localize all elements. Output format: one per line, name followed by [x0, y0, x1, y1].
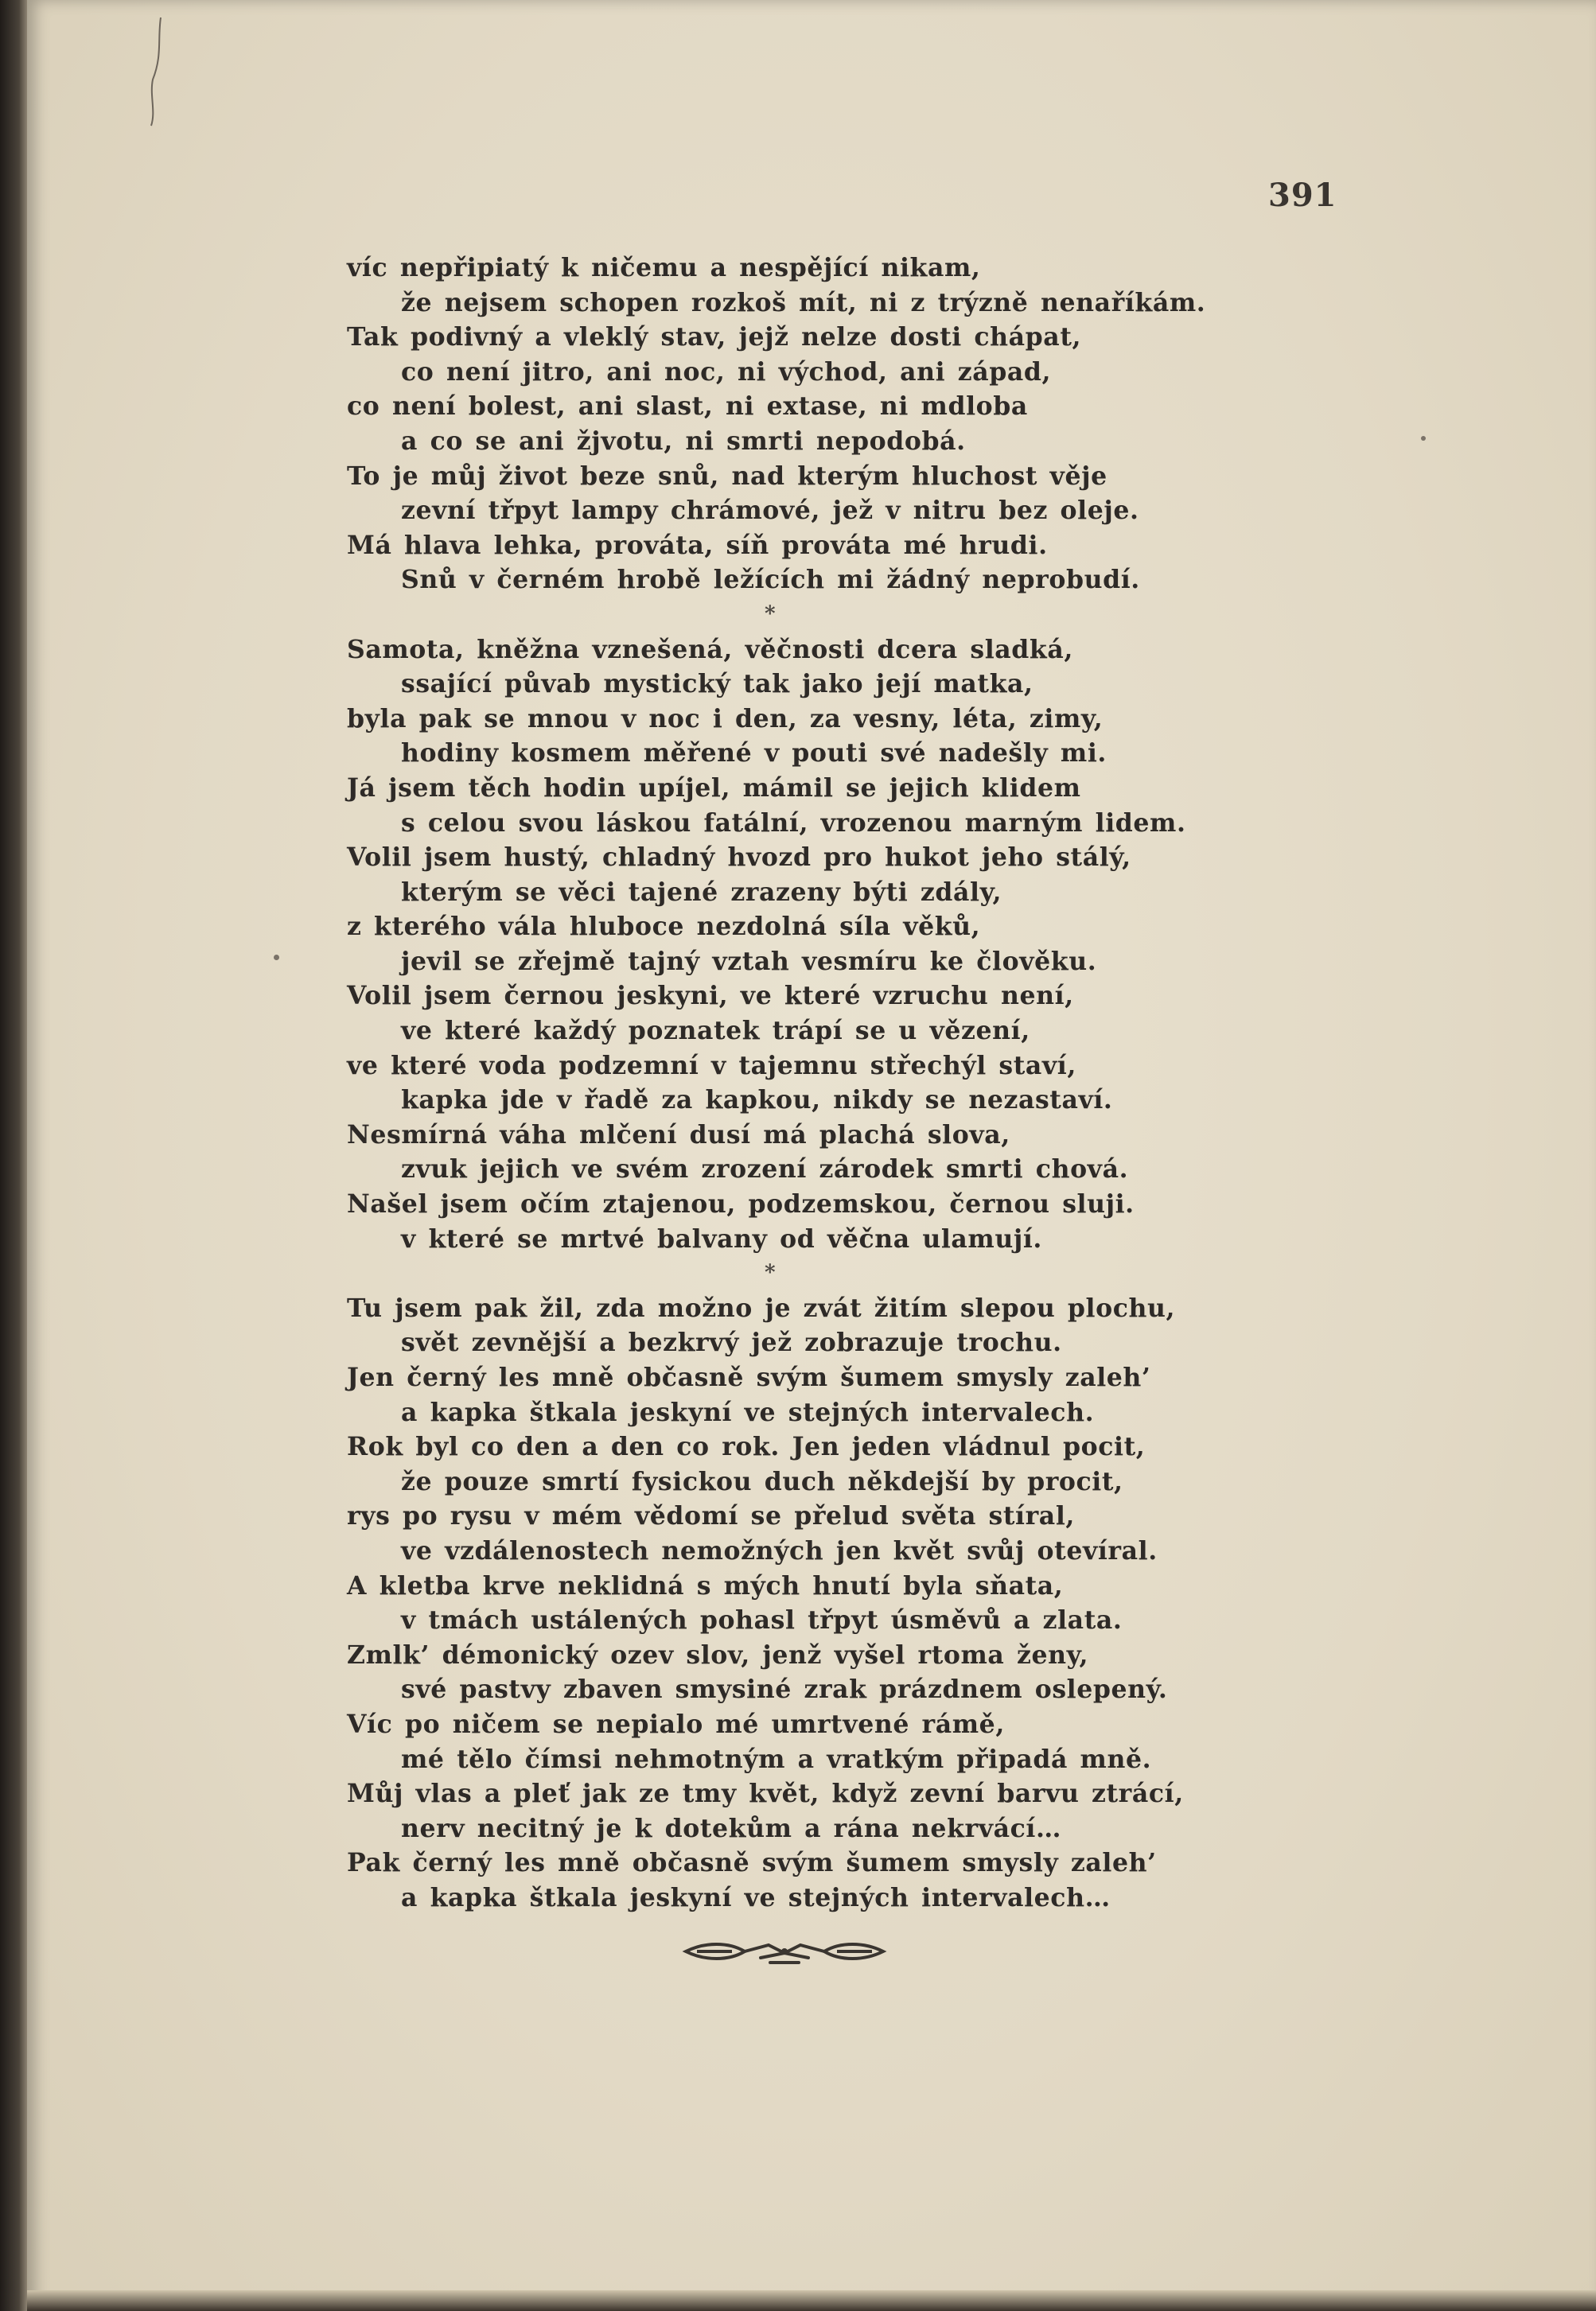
poem-line: zevní třpyt lampy chrámové, jež v nitru bez oleje. [401, 496, 1139, 526]
poem-line: ve které každý poznatek trápí se u vězení, [401, 1016, 1030, 1046]
poem-line: Našel jsem očím ztajenou, podzemskou, černou sluji. [347, 1189, 1135, 1220]
poem-line: a kapka štkala jeskyní ve stejných intervalech… [401, 1882, 1111, 1912]
stanza-separator-star: * [765, 1261, 777, 1286]
poem-line: To je můj život beze snů, nad kterým hluchost věje [347, 461, 1107, 491]
poem-line: rys po rysu v mém vědomí se přelud světa stíral, [347, 1501, 1075, 1531]
poem-line: s celou svou láskou fatální, vrozenou marným lidem. [401, 807, 1186, 838]
poem-line: Můj vlas a pleť jak ze tmy květ, když zevní barvu ztrácí, [347, 1779, 1184, 1809]
page-number: 391 [1268, 177, 1337, 214]
poem-line: že nejsem schopen rozkoš mít, ni z trýzně nenaříkám. [401, 287, 1206, 317]
poem-line: svět zevnější a bezkrvý jež zobrazuje trochu. [401, 1328, 1062, 1358]
book-gutter [0, 0, 27, 2311]
poem-line: Já jsem těch hodin upíjel, mámil se jejich klidem [347, 772, 1081, 803]
poem-line: Má hlava lehka, prováta, síň prováta mé hrudi. [347, 530, 1048, 560]
poem-line: a kapka štkala jeskyní ve stejných intervalech. [401, 1397, 1095, 1427]
paper-scratch-mark [146, 16, 170, 127]
poem-line: nerv necitný je k dotekům a rána nekrvácí… [401, 1813, 1062, 1843]
poem-line: ve vzdálenostech nemožných jen květ svůj otevíral. [401, 1535, 1158, 1566]
poem-line: Tu jsem pak žil, zda možno je zvát žitím slepou plochu, [347, 1293, 1176, 1323]
poem-line: zvuk jejich ve svém zrození zárodek smrti chová. [401, 1154, 1129, 1185]
paper-speck [1421, 436, 1426, 441]
poem-line: Samota, kněžna vznešená, věčnosti dcera sladká, [347, 634, 1073, 664]
poem-line: Tak podivný a vleklý stav, jejž nelze dosti chápat, [347, 322, 1082, 352]
poem-line: ssající půvab mystický tak jako její matka, [401, 669, 1034, 699]
poem-line: v tmách ustálených pohasl třpyt úsměvů a zlata. [401, 1605, 1123, 1636]
poem-line: z kterého vála hluboce nezdolná síla věků, [347, 912, 981, 942]
poem-line: co není jitro, ani noc, ni východ, ani západ, [401, 356, 1052, 387]
poem-line: Zmlk’ démonický ozev slov, jenž vyšel rtoma ženy, [347, 1640, 1089, 1670]
poem-line: Jen černý les mně občasně svým šumem smysly zaleh’ [347, 1363, 1151, 1392]
page-bottom-edge [27, 2290, 1596, 2311]
stanza-separator-star: * [765, 601, 777, 626]
poem-line: v které se mrtvé balvany od věčna ulamují. [401, 1224, 1042, 1254]
poem-line: Víc po ničem se nepialo mé umrtvené rámě, [347, 1709, 1005, 1739]
poem-line: Pak černý les mně občasně svým šumem smysly zaleh’ [347, 1848, 1157, 1878]
poem-line: kterým se věci tajené zrazeny býti zdály, [401, 877, 1002, 907]
poem-line: A kletba krve neklidná s mých hnutí byla sňata, [347, 1570, 1064, 1601]
poem-line: Volil jsem hustý, chladný hvozd pro hukot jeho stálý, [347, 842, 1131, 873]
tailpiece-ornament-icon [681, 1936, 888, 1967]
poem-line: mé tělo čímsi nehmotným a vratkým připadá mně. [401, 1744, 1152, 1774]
poem-line: své pastvy zbaven smysiné zrak prázdnem oslepený. [401, 1675, 1168, 1705]
poem-line: co není bolest, ani slast, ni extase, ni mdloba [347, 391, 1028, 422]
book-page [27, 0, 1596, 2311]
poem-line: Nesmírná váha mlčení dusí má plachá slova, [347, 1119, 1010, 1150]
poem-line: Snů v černém hrobě ležících mi žádný neprobudí. [401, 565, 1140, 595]
poem-line: byla pak se mnou v noc i den, za vesny, léta, zimy, [347, 703, 1104, 733]
poem-line: víc nepřipiatý k ničemu a nespějící nikam, [347, 253, 981, 282]
poem-line: jevil se zřejmě tajný vztah vesmíru ke člověku. [401, 946, 1097, 976]
poem-text [347, 251, 1501, 1916]
poem-line: že pouze smrtí fysickou duch někdejší by procit, [401, 1466, 1123, 1496]
poem-line: kapka jde v řadě za kapkou, nikdy se nezastaví. [401, 1085, 1113, 1115]
poem-line: a co se ani žjvotu, ni smrti nepodobá. [401, 426, 966, 456]
poem-line: hodiny kosmem měřené v pouti své nadešly mi. [401, 738, 1107, 768]
poem-line: Volil jsem černou jeskyni, ve které vzruchu není, [347, 981, 1074, 1011]
paper-speck [274, 955, 279, 960]
poem-line: ve které voda podzemní v tajemnu střechýl staví, [347, 1050, 1076, 1080]
poem-line: Rok byl co den a den co rok. Jen jeden vládnul pocit, [347, 1432, 1146, 1462]
